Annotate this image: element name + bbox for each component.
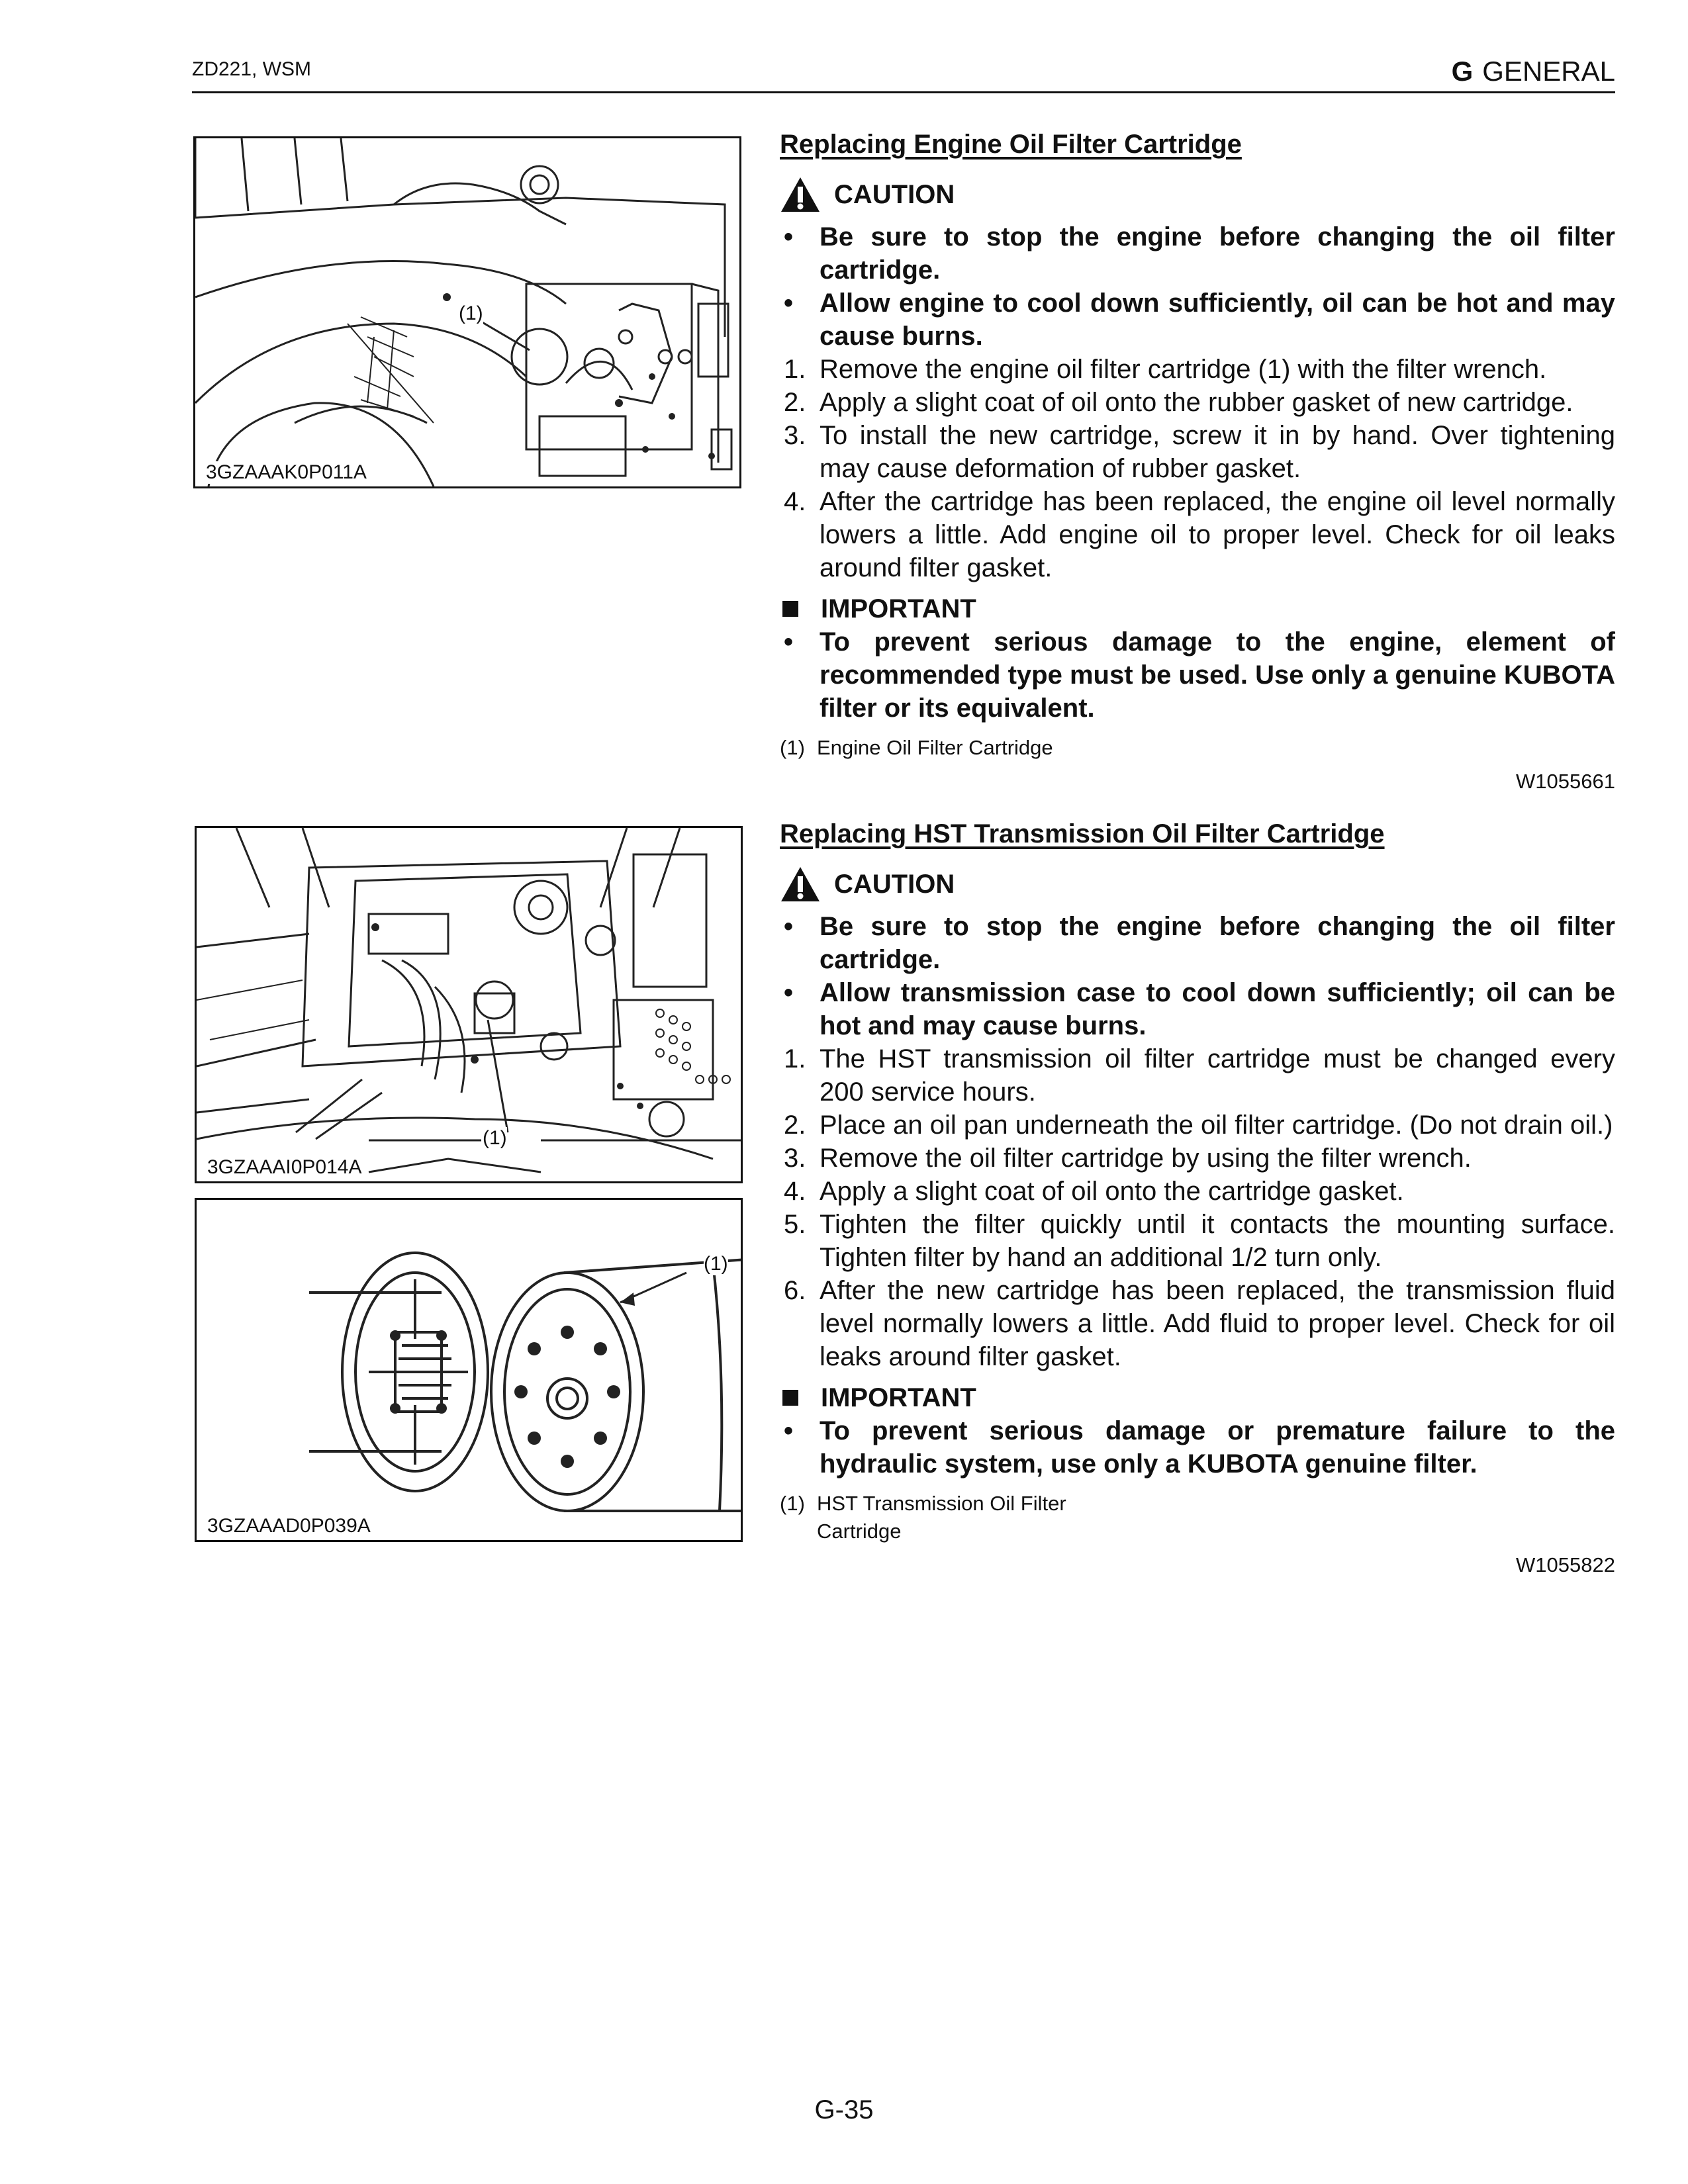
caution-item: • Be sure to stop the engine before changing the oil filter cartridge. [784, 222, 1615, 285]
step-list [780, 1042, 1615, 1373]
caution-item: • Allow engine to cool down sufficiently, oil can be hot and may cause burns. [784, 289, 1615, 351]
section-engine-oil-filter [780, 130, 1615, 794]
filter-cartridge-illustration [197, 1200, 741, 1540]
warning-triangle-icon [780, 866, 821, 903]
figure-callout: (1) [459, 302, 483, 324]
step-item: 3. To install the new cartridge, screw it in by hand. Over tightening may cause deformation of rubber gasket. [784, 421, 1615, 483]
section-code: W1055822 [1516, 1553, 1615, 1576]
header-manual-id: ZD221, WSM [192, 58, 312, 80]
figure-hst-filter-cartridge [195, 1198, 743, 1542]
square-bullet-icon [782, 1390, 798, 1406]
important-item: • To prevent serious damage to the engine, element of recommended type must be used. Use only a genuine KUBOTA filter or its equivalent. [784, 627, 1615, 723]
page-number: G-35 [814, 2095, 874, 2124]
transmission-illustration [197, 828, 741, 1181]
important-item: • To prevent serious damage or premature failure to the hydraulic system, use only a KUBOTA genuine filter. [784, 1416, 1615, 1479]
important-heading [780, 592, 1615, 625]
figure-callout: (1) [704, 1253, 728, 1275]
step-list [780, 353, 1615, 584]
figure-engine-oil-filter [193, 136, 741, 488]
important-list [780, 625, 1615, 725]
step-item: 1. Remove the engine oil filter cartridge (1) with the filter wrench. [784, 355, 1547, 384]
caution-heading [780, 858, 1615, 910]
caution-list [780, 220, 1615, 353]
figure-hst-filter-location [195, 826, 743, 1183]
caution-label: CAUTION [834, 869, 955, 899]
header-rule [192, 91, 1615, 93]
caution-list [780, 910, 1615, 1042]
figure-code: 3GZAAAK0P011A [203, 461, 369, 484]
important-list [780, 1414, 1615, 1480]
step-item: 2. Apply a slight coat of oil onto the rubber gasket of new cartridge. [784, 388, 1573, 417]
header-section-name: GENERAL [1482, 56, 1615, 87]
section-hst-filter [780, 819, 1615, 1577]
caution-heading [780, 169, 1615, 220]
important-label: IMPORTANT [821, 594, 976, 623]
step-item: 1. The HST transmission oil filter cartridge must be changed every 200 service hours. [784, 1044, 1615, 1107]
reference-number: (1) [780, 1492, 805, 1515]
caution-label: CAUTION [834, 179, 955, 209]
important-label: IMPORTANT [821, 1383, 976, 1412]
step-item: 3. Remove the oil filter cartridge by using the filter wrench. [784, 1144, 1472, 1173]
header-section [1452, 56, 1615, 87]
figure-callout: (1) [483, 1127, 507, 1149]
step-item: 2. Place an oil pan underneath the oil filter cartridge. (Do not drain oil.) [784, 1111, 1613, 1140]
step-item: 6. After the new cartridge has been replaced, the transmission fluid level normally lowers a little. Add fluid to proper level. Check for oil leaks around filter gasket. [784, 1276, 1615, 1371]
reference-text: HST Transmission Oil Filter Cartridge [817, 1492, 1066, 1543]
reference-text: Engine Oil Filter Cartridge [817, 736, 1053, 759]
step-item: 4. Apply a slight coat of oil onto the cartridge gasket. [784, 1177, 1404, 1206]
caution-item: • Allow transmission case to cool down sufficiently; oil can be hot and may cause burns. [784, 978, 1615, 1040]
section-code: W1055661 [1516, 770, 1615, 793]
reference-item [780, 1490, 1150, 1545]
caution-item: • Be sure to stop the engine before changing the oil filter cartridge. [784, 912, 1615, 974]
figure-code: 3GZAAAI0P014A [205, 1156, 364, 1179]
step-item: 4. After the cartridge has been replaced, the engine oil level normally lowers a little. Add engine oil to proper level. Check for oil leaks around filter gasket. [784, 487, 1615, 582]
reference-number: (1) [780, 736, 805, 759]
section-title: Replacing HST Transmission Oil Filter Cartridge [780, 819, 1385, 848]
header-section-letter: G [1451, 56, 1474, 87]
step-item: 5. Tighten the filter quickly until it contacts the mounting surface. Tighten filter by hand an additional 1/2 turn only. [784, 1210, 1615, 1272]
reference-item [780, 734, 1615, 762]
warning-triangle-icon [780, 176, 821, 213]
section-title: Replacing Engine Oil Filter Cartridge [780, 130, 1242, 159]
important-heading [780, 1381, 1615, 1414]
figure-code: 3GZAAAD0P039A [205, 1515, 373, 1537]
square-bullet-icon [782, 601, 798, 617]
